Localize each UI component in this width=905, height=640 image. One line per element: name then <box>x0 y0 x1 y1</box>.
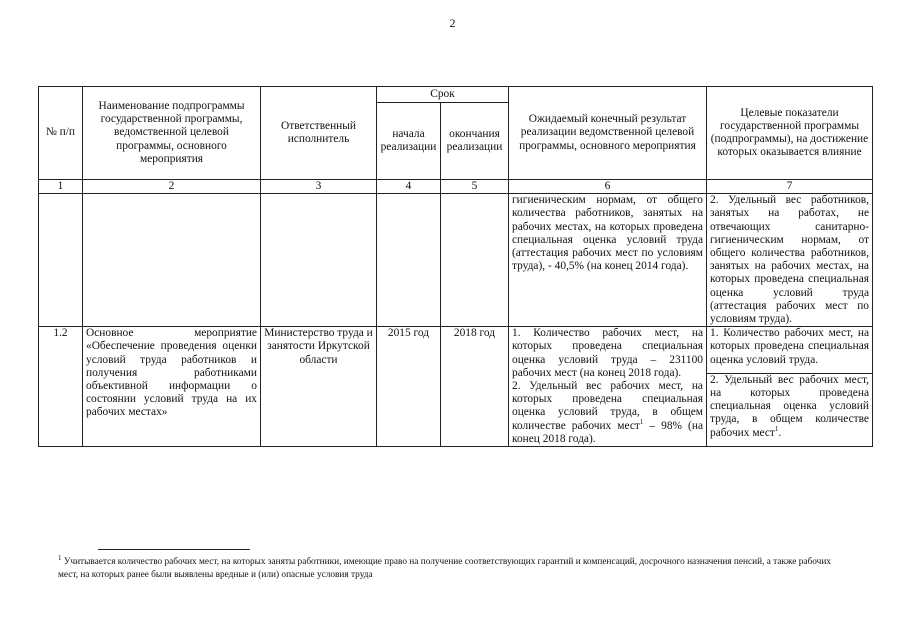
col-header-term: Срок <box>377 87 509 103</box>
table-row <box>39 194 873 327</box>
row-end: 2018 год <box>441 327 509 447</box>
col-header-start: начала реализации <box>377 103 441 180</box>
header-row-1 <box>39 87 873 103</box>
footnote <box>58 553 848 581</box>
row-responsible: Министерство труда и занятости Иркутской области <box>261 327 377 447</box>
col-header-num: № п/п <box>39 87 83 180</box>
footnote-divider <box>98 549 250 550</box>
col-header-responsible: Ответственный исполнитель <box>261 87 377 180</box>
programs-table <box>38 86 873 447</box>
result-item-2: 2. Удельный вес рабочих мест, на которых проведена специальная оценка условий труда, в общем количестве рабочих мест$^1$ – 98% (на конец 2018 года). <box>512 380 703 445</box>
row-name <box>83 194 261 327</box>
col-header-end: окончания реализации <box>441 103 509 180</box>
col-header-indicators: Целевые показатели государственной программы (подпрограммы), на достижение которых оказывается влияние <box>707 87 873 180</box>
row-responsible <box>261 194 377 327</box>
col-header-result: Ожидаемый конечный результат реализации ведомственной целевой программы, основного мероприятия <box>509 87 707 180</box>
table-row <box>39 327 873 447</box>
indicator-item-1: 1. Количество рабочих мест, на которых проведена специальная оценка условий труда. <box>707 327 872 374</box>
row-indicators: 2. Удельный вес работников, занятых на работах, не отвечающих санитарно-гигиеническим нормам, от общего количества работников, занятых на рабочих местах, на которых проведена специальная оценка условий труда (аттестация рабочих мест по условиям труда). <box>707 194 873 327</box>
column-number: 3 <box>261 180 377 194</box>
row-result <box>509 327 707 447</box>
page-number: 2 <box>449 16 456 30</box>
indicator-item-2: 2. Удельный вес рабочих мест, на которых проведена специальная оценка условий труда, в общем количестве рабочих мест$^1$. <box>710 373 869 439</box>
row-start: 2015 год <box>377 327 441 447</box>
column-number: 6 <box>509 180 707 194</box>
column-numbers-row <box>39 180 873 194</box>
footnote-ref: 1 <box>774 424 779 433</box>
row-indicators <box>707 327 873 447</box>
column-number: 2 <box>83 180 261 194</box>
result-item-1: 1. Количество рабочих мест, на которых проведена специальная оценка условий труда – 231100 рабочих мест (на конец 2018 года). <box>512 327 703 379</box>
footnote-mark: 1 <box>58 553 62 562</box>
column-number: 7 <box>707 180 873 194</box>
footnote-text: Учитывается количество рабочих мест, на которых заняты работники, имеющие право на получение соответствующих гарантий и компенсаций, досрочного назначения пенсий, а также рабочих мест, на которых ранее были выявлены вредные и (или) опасные условия труда <box>58 557 831 580</box>
row-num: 1.2 <box>39 327 83 447</box>
footnote-ref: 1 <box>639 417 644 426</box>
row-result: гигиеническим нормам, от общего количества работников, занятых на рабочих местах, на которых проведена специальная оценка условий труда (аттестация рабочих мест по условиям труда), - 40,5% (на конец 2014 года). <box>509 194 707 327</box>
row-end <box>441 194 509 327</box>
col-header-name: Наименование подпрограммы государственной программы, ведомственной целевой программы, основного мероприятия <box>83 87 261 180</box>
row-name: Основное мероприятие «Обеспечение проведения оценки условий труда работников и получения работниками объективной информации о состоянии условий труда на их рабочих местах» <box>83 327 261 447</box>
column-number: 4 <box>377 180 441 194</box>
column-number: 1 <box>39 180 83 194</box>
row-num <box>39 194 83 327</box>
column-number: 5 <box>441 180 509 194</box>
row-start <box>377 194 441 327</box>
